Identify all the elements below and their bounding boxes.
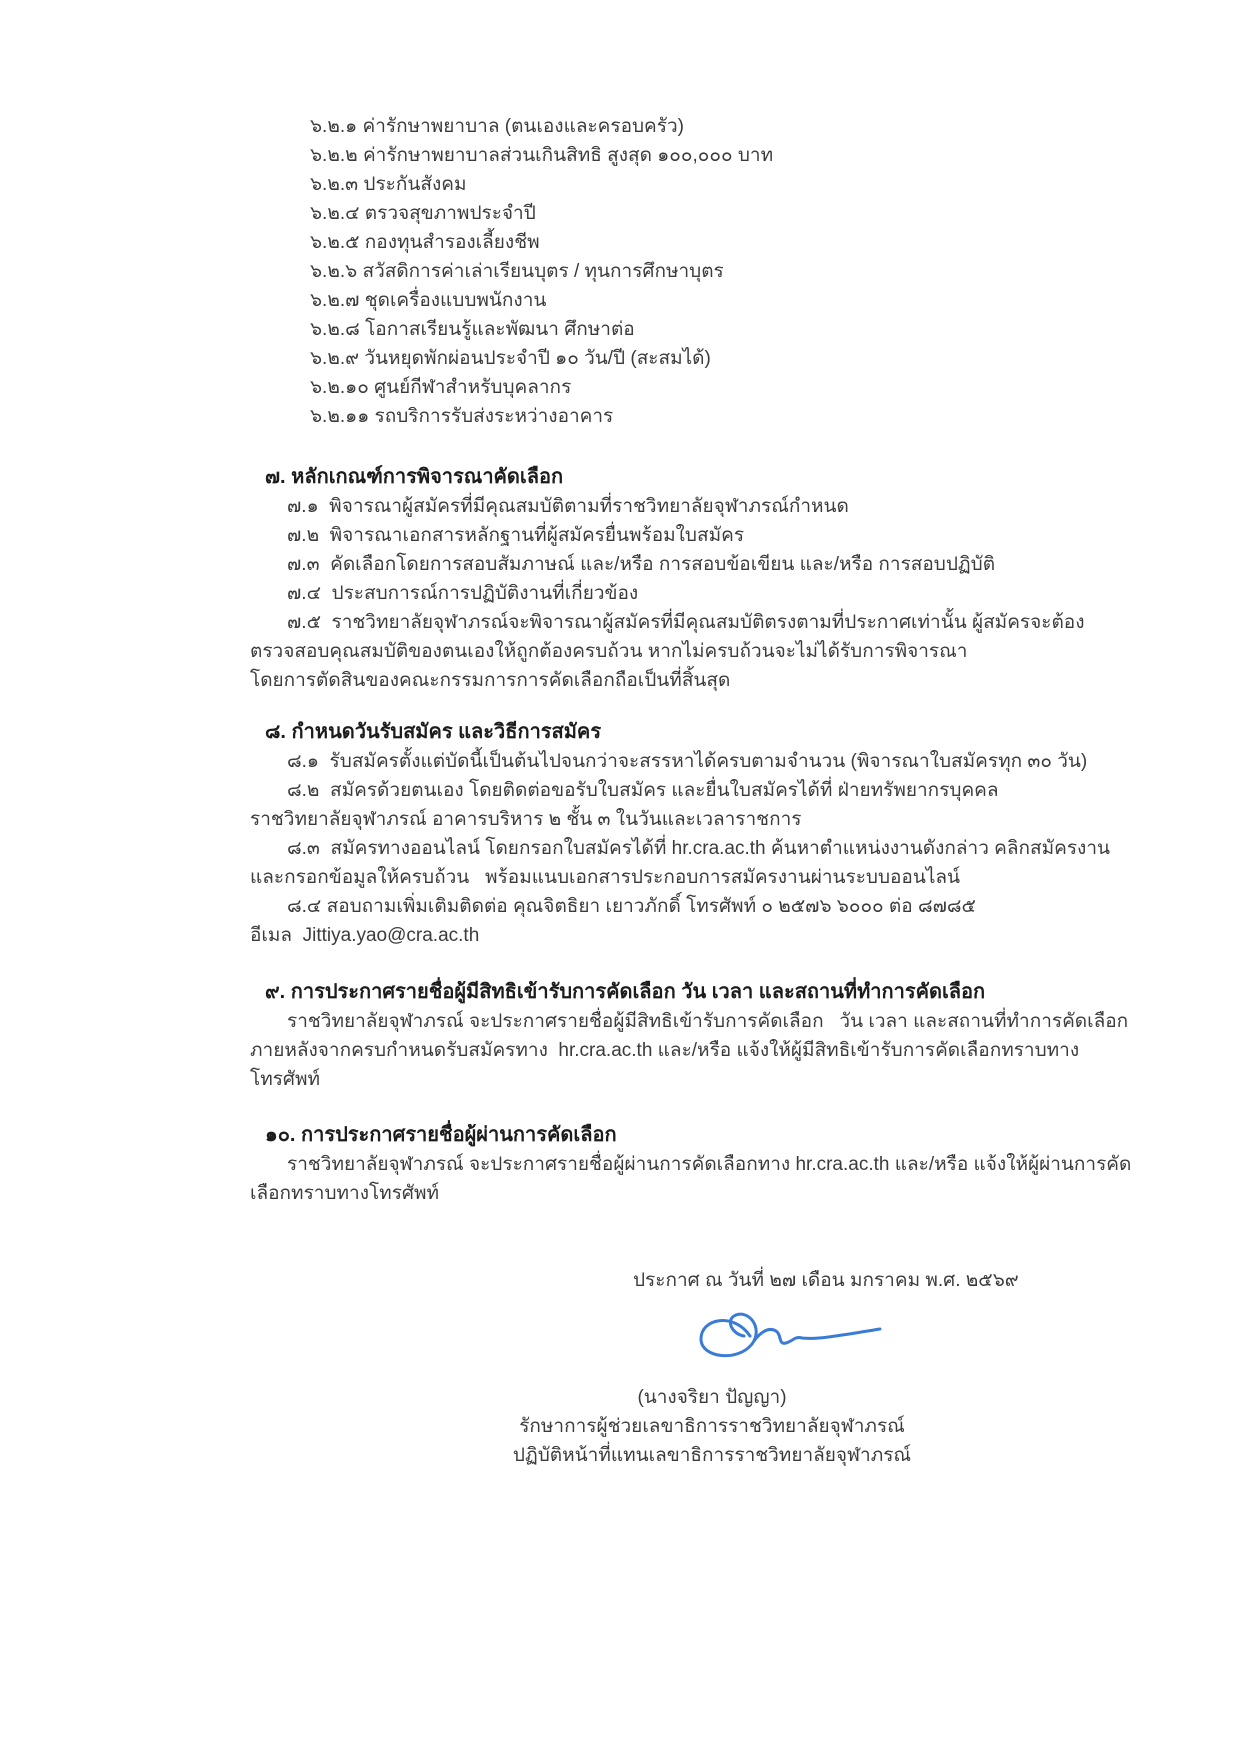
benefit-item: ๖.๒.๑๐ ศูนย์กีฬาสำหรับบุคลากร <box>310 377 572 398</box>
section-item-line: ๗.๓ คัดเลือกโดยการสอบสัมภาษณ์ และ/หรือ การสอบข้อเขียน และ/หรือ การสอบปฏิบัติ <box>287 554 996 575</box>
paragraph-line: ราชวิทยาลัยจุฬาภรณ์ จะประกาศรายชื่อผู้ผ่านการคัดเลือกทาง hr.cra.ac.th และ/หรือ แจ้งให้ผู้ผ่านการคัด <box>287 1154 1132 1175</box>
section-item-line: ๘.๔ สอบถามเพิ่มเติมติดต่อ คุณจิตธิยา เยาวภักดิ์ โทรศัพท์ ๐ ๒๕๗๖ ๖๐๐๐ ต่อ ๘๗๘๕ <box>287 896 976 917</box>
benefit-item: ๖.๒.๙ วันหยุดพักผ่อนประจำปี ๑๐ วัน/ปี (สะสมได้) <box>310 348 711 369</box>
paragraph-line: โทรศัพท์ <box>250 1069 321 1090</box>
section-10-body <box>0 1150 1240 1208</box>
benefit-item: ๖.๒.๖ สวัสดิการค่าเล่าเรียนบุตร / ทุนการศึกษาบุตร <box>310 261 724 282</box>
section-item-line: ๗.๑ พิจารณาผู้สมัครที่มีคุณสมบัติตามที่ราชวิทยาลัยจุฬาภรณ์กำหนด <box>287 496 849 517</box>
benefit-item: ๖.๒.๑ ค่ารักษาพยาบาล (ตนเองและครอบครัว) <box>310 116 684 137</box>
benefits-list <box>0 112 1240 431</box>
section-item-line: ๘.๒ สมัครด้วยตนเอง โดยติดต่อขอรับใบสมัคร และยื่นใบสมัครได้ที่ ฝ่ายทรัพยากรบุคคล <box>287 780 999 801</box>
section-item-line: ๗.๒ พิจารณาเอกสารหลักฐานที่ผู้สมัครยื่นพร้อมใบสมัคร <box>287 525 745 546</box>
paragraph-line: ราชวิทยาลัยจุฬาภรณ์ จะประกาศรายชื่อผู้มีสิทธิเข้ารับการคัดเลือก วัน เวลา และสถานที่ทำการคัดเลือก <box>287 1011 1129 1032</box>
section-8-items <box>0 747 1240 950</box>
section-item-continuation: และกรอกข้อมูลให้ครบถ้วน พร้อมแนบเอกสารประกอบการสมัครงานผ่านระบบออนไลน์ <box>250 867 961 888</box>
benefit-item: ๖.๒.๑๑ รถบริการรับส่งระหว่างอาคาร <box>310 406 614 427</box>
section-7-items <box>0 492 1240 695</box>
section-10 <box>0 1121 1240 1150</box>
section-7-heading: ๗. หลักเกณฑ์การพิจารณาคัดเลือก <box>265 466 564 488</box>
section-item-line: ๗.๔ ประสบการณ์การปฏิบัติงานที่เกี่ยวข้อง <box>287 583 639 604</box>
section-7 <box>0 463 1240 492</box>
section-8-heading: ๘. กำหนดวันรับสมัคร และวิธีการสมัคร <box>265 721 602 743</box>
signer-name: (นางจริยา ปัญญา) <box>637 1387 787 1408</box>
section-item-line: ๘.๑ รับสมัครตั้งแต่บัดนี้เป็นต้นไปจนกว่าจะสรรหาได้ครบตามจำนวน (พิจารณาใบสมัครทุก ๓๐ วัน) <box>287 751 1088 772</box>
section-9-heading: ๙. การประกาศรายชื่อผู้มีสิทธิเข้ารับการคัดเลือก วัน เวลา และสถานที่ทำการคัดเลือก <box>265 981 986 1003</box>
section-item-continuation: ตรวจสอบคุณสมบัติของตนเองให้ถูกต้องครบถ้วน หากไม่ครบถ้วนจะไม่ได้รับการพิจารณา <box>250 641 968 662</box>
signature-ink <box>688 1296 888 1371</box>
announcement-date: ประกาศ ณ วันที่ ๒๗ เดือน มกราคม พ.ศ. ๒๕๖๙ <box>633 1270 1019 1291</box>
benefit-item: ๖.๒.๔ ตรวจสุขภาพประจำปี <box>310 203 536 224</box>
section-9-body <box>0 1007 1240 1094</box>
benefit-item: ๖.๒.๘ โอกาสเรียนรู้และพัฒนา ศึกษาต่อ <box>310 319 635 340</box>
paragraph-line: เลือกทราบทางโทรศัพท์ <box>250 1183 440 1204</box>
signer-title-2: ปฏิบัติหน้าที่แทนเลขาธิการราชวิทยาลัยจุฬาภรณ์ <box>512 1445 912 1466</box>
signer-block <box>462 1383 962 1470</box>
section-9 <box>0 978 1240 1007</box>
signer-title-1: รักษาการผู้ช่วยเลขาธิการราชวิทยาลัยจุฬาภรณ์ <box>519 1416 905 1437</box>
benefit-item: ๖.๒.๓ ประกันสังคม <box>310 174 467 195</box>
section-item-continuation: ราชวิทยาลัยจุฬาภรณ์ อาคารบริหาร ๒ ชั้น ๓ ในวันและเวลาราชการ <box>250 809 802 830</box>
benefit-item: ๖.๒.๕ กองทุนสำรองเลี้ยงชีพ <box>310 232 540 253</box>
section-10-heading: ๑๐. การประกาศรายชื่อผู้ผ่านการคัดเลือก <box>265 1124 617 1146</box>
benefit-item: ๖.๒.๗ ชุดเครื่องแบบพนักงาน <box>310 290 547 311</box>
signature-path <box>701 1314 880 1355</box>
contact-email-line: อีเมล Jittiya.yao@cra.ac.th <box>250 925 480 946</box>
section-item-line: ๗.๕ ราชวิทยาลัยจุฬาภรณ์จะพิจารณาผู้สมัครที่มีคุณสมบัติตรงตามที่ประกาศเท่านั้น ผู้สมัครจะต้อง <box>287 612 1085 633</box>
benefit-item: ๖.๒.๒ ค่ารักษาพยาบาลส่วนเกินสิทธิ สูงสุด ๑๐๐,๐๐๐ บาท <box>310 145 774 166</box>
section-8 <box>0 718 1240 747</box>
section-item-line: ๘.๓ สมัครทางออนไลน์ โดยกรอกใบสมัครได้ที่ hr.cra.ac.th ค้นหาตำแหน่งงานดังกล่าว คลิกสมัครงาน <box>287 838 1110 859</box>
paragraph-line: ภายหลังจากครบกำหนดรับสมัครทาง hr.cra.ac.th และ/หรือ แจ้งให้ผู้มีสิทธิเข้ารับการคัดเลือกทราบทาง <box>250 1040 1080 1061</box>
announcement-date-block <box>0 1266 1240 1295</box>
section-item-continuation: โดยการตัดสินของคณะกรรมการการคัดเลือกถือเป็นที่สิ้นสุด <box>250 670 731 691</box>
